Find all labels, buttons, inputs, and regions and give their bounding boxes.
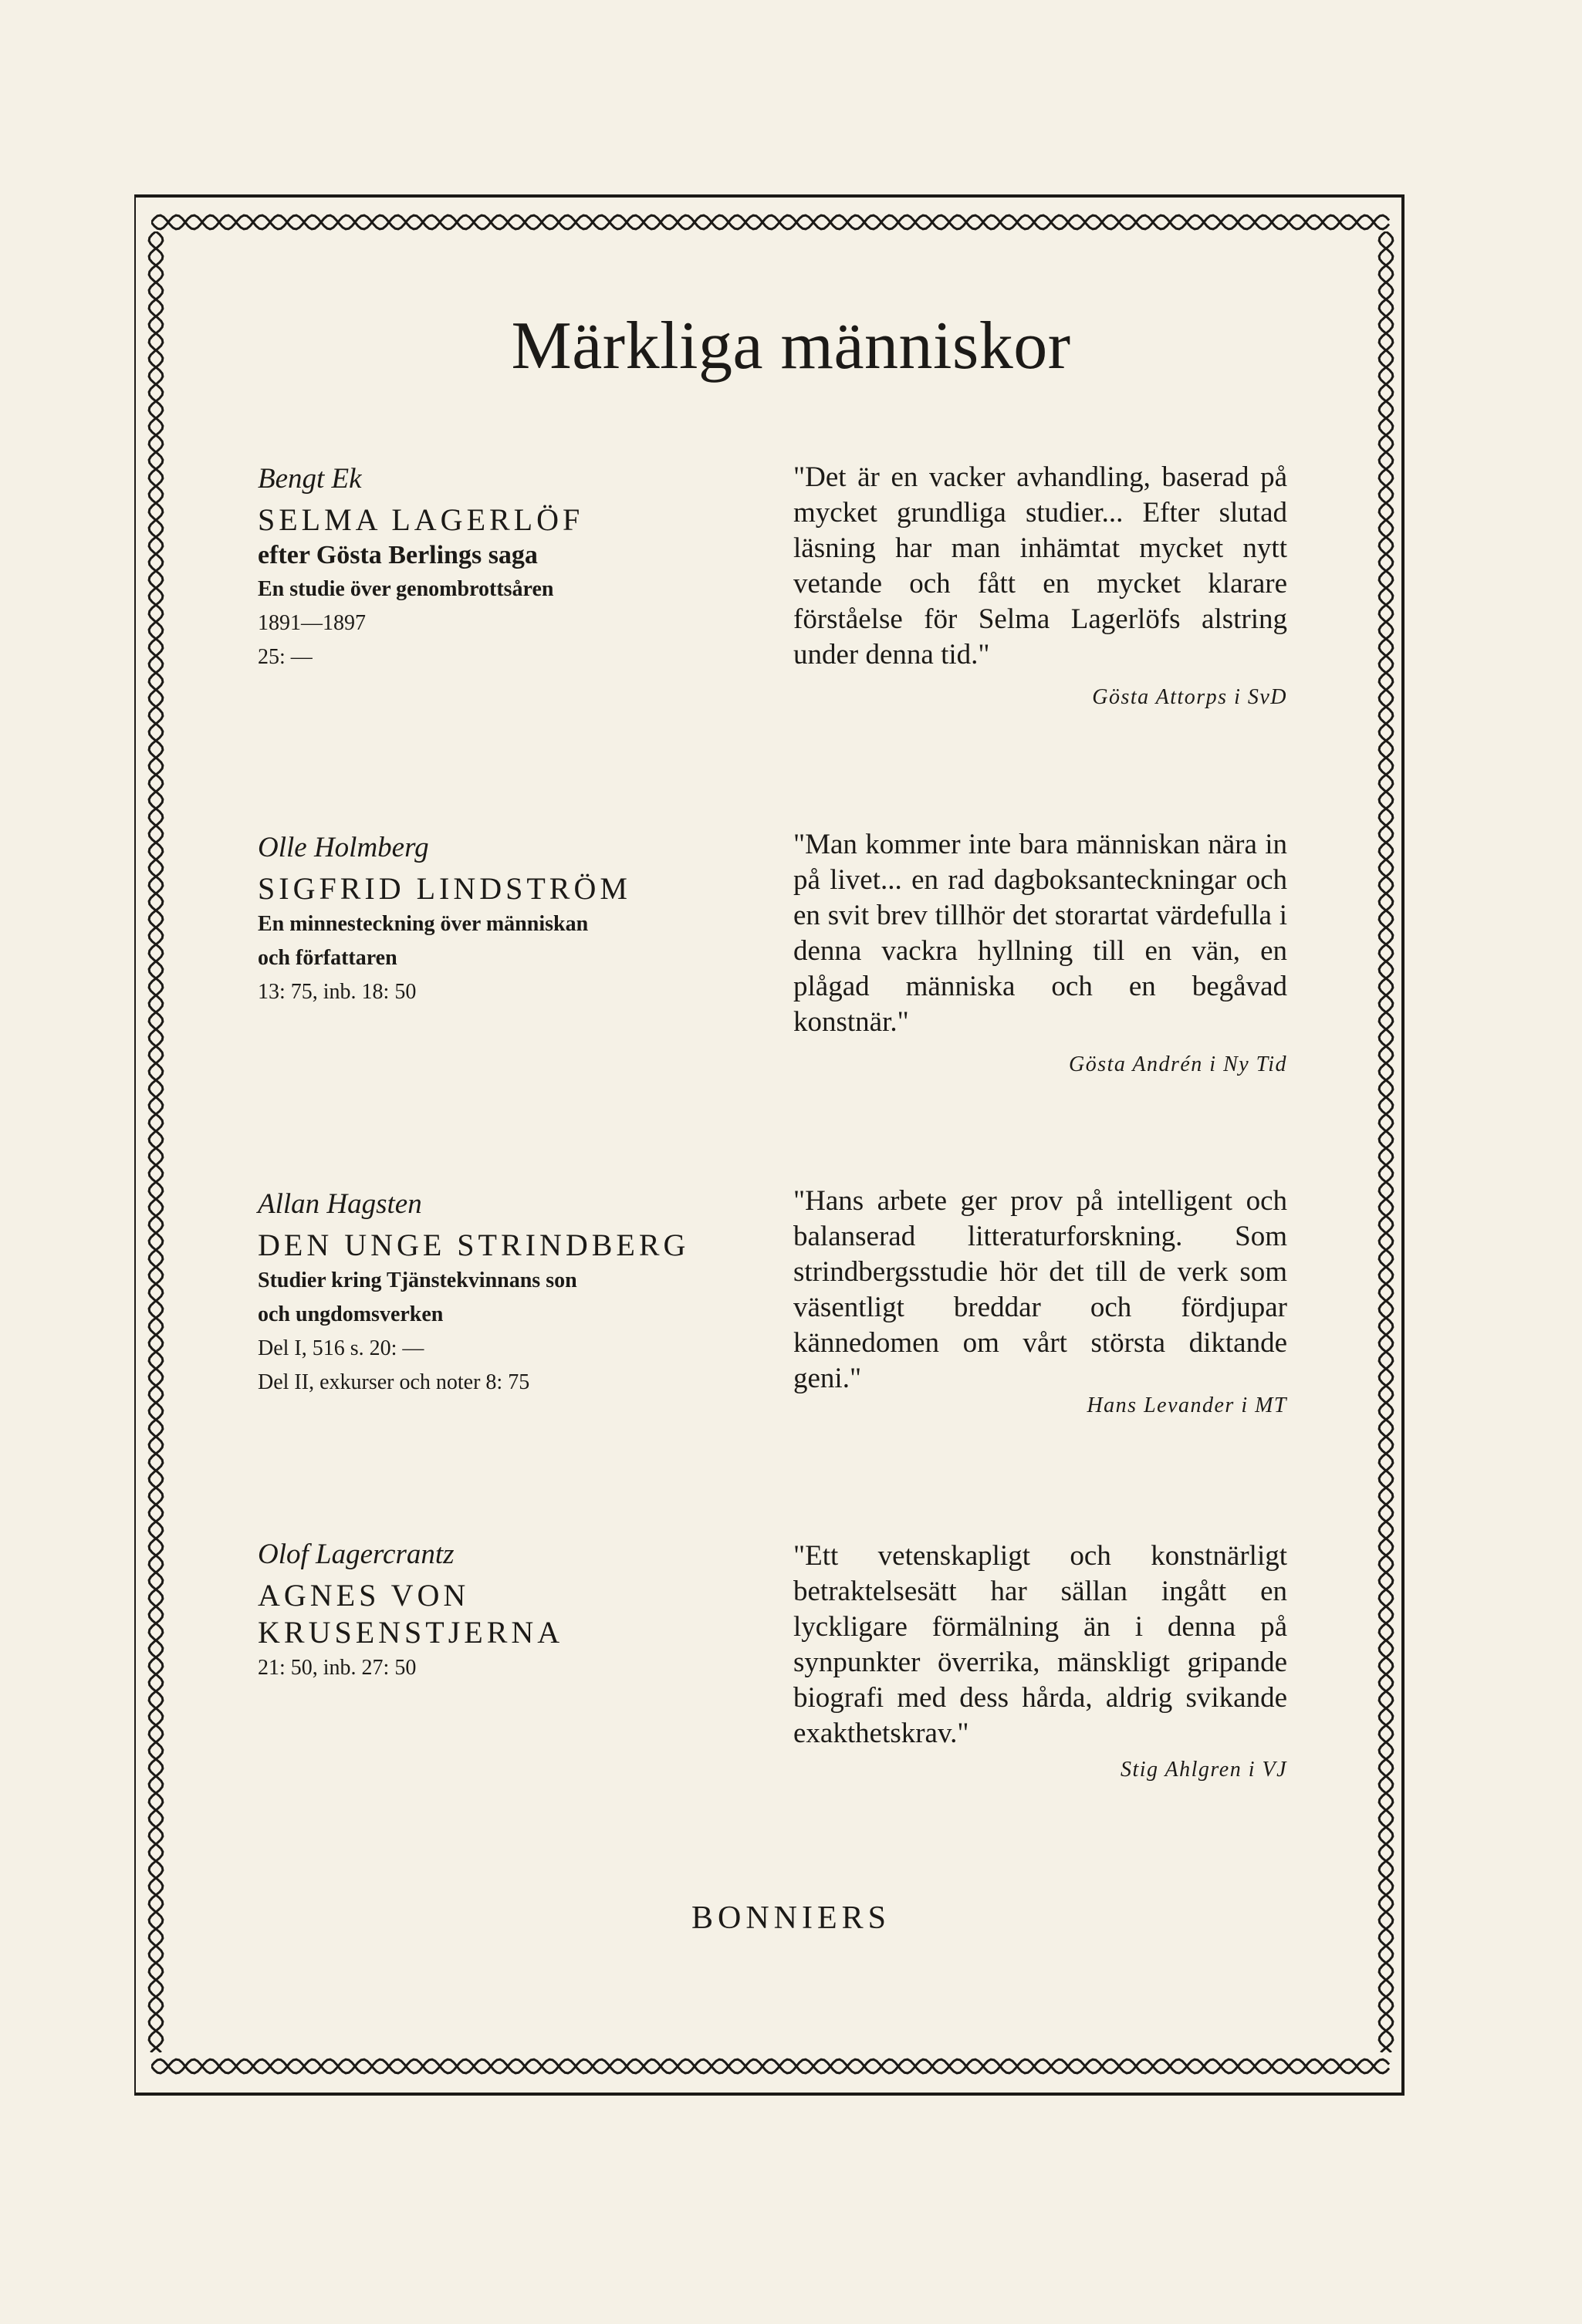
review-quote: "Hans arbete ger prov på intelligent och balanserad litteraturforskning. Som strindbergsstudie hör det till de verk som väsentligt breddar och fördjupar kännedomen om vårt största diktande geni." (793, 1185, 1287, 1394)
review-quote: "Ett vetenskapligt och konstnärligt betraktelsesätt har sällan ingått en lyckligare förmälning än i denna på synpunkter överrika, mänskligt gripande biografi med dess hårda, aldrig svikande exakthetskrav." (793, 1540, 1287, 1749)
review-quote: "Man kommer inte bara människan nära in på livet... en rad dagboksanteckningar och en svit brev tillhör det storartat värdefulla i denna vackra hyllning till en vän, en plågad människa och en begåvad konstnär." (793, 829, 1287, 1038)
ornamental-border-left (140, 231, 171, 2052)
book-title: SELMA LAGERLÖF (258, 502, 584, 537)
book-author: Bengt Ek (258, 463, 362, 495)
review-source: Gösta Attorps i SvD (1092, 685, 1287, 709)
review-source: Gösta Andrén i Ny Tid (1068, 1052, 1287, 1076)
book-title: KRUSENSTJERNA (258, 1615, 564, 1650)
review-source: Hans Levander i MT (1087, 1393, 1287, 1417)
book-entry (258, 1187, 759, 1400)
book-years: 1891—1897 (258, 611, 366, 635)
book-price: 25: — (258, 645, 313, 669)
book-title: SIGFRID LINDSTRÖM (258, 871, 631, 906)
book-volume: Del II, exkurser och noter 8: 75 (258, 1370, 530, 1394)
book-entry (258, 461, 759, 674)
book-price: 13: 75, inb. 18: 50 (258, 980, 417, 1004)
ornamental-border-top (151, 207, 1391, 238)
book-author: Olof Lagercrantz (258, 1539, 455, 1570)
ornamental-border-right (1371, 231, 1401, 2052)
publisher-name: BONNIERS (691, 1900, 891, 1936)
page-title: Märkliga människor (511, 309, 1071, 383)
book-author: Allan Hagsten (258, 1188, 422, 1220)
book-detail: och ungdomsverken (258, 1302, 444, 1326)
book-detail: och författaren (258, 946, 397, 970)
book-price: 21: 50, inb. 27: 50 (258, 1656, 417, 1680)
book-detail: Studier kring Tjänstekvinnans son (258, 1268, 577, 1292)
book-title: DEN UNGE STRINDBERG (258, 1228, 690, 1262)
book-title: AGNES VON (258, 1578, 470, 1613)
review-quote: "Det är en vacker avhandling, baserad på mycket grundliga studier... Efter slutad läsning har man inhämtat mycket nytt vetande och fått en mycket klarare förståelse för Selma Lagerlöfs alstring under denna tid." (793, 461, 1287, 671)
ornament-wave (151, 215, 1389, 229)
book-subtitle: efter Gösta Berlings saga (258, 541, 538, 569)
book-author: Olle Holmberg (258, 832, 429, 863)
ornament-wave (151, 2059, 1389, 2073)
book-entry (258, 830, 759, 1009)
review-source: Stig Ahlgren i VJ (1120, 1758, 1287, 1782)
ornamental-border-bottom (151, 2051, 1391, 2082)
book-volume: Del I, 516 s. 20: — (258, 1336, 424, 1360)
book-detail: En studie över genombrottsåren (258, 577, 554, 601)
book-detail: En minnesteckning över människan (258, 912, 589, 936)
book-entry (258, 1537, 759, 1685)
